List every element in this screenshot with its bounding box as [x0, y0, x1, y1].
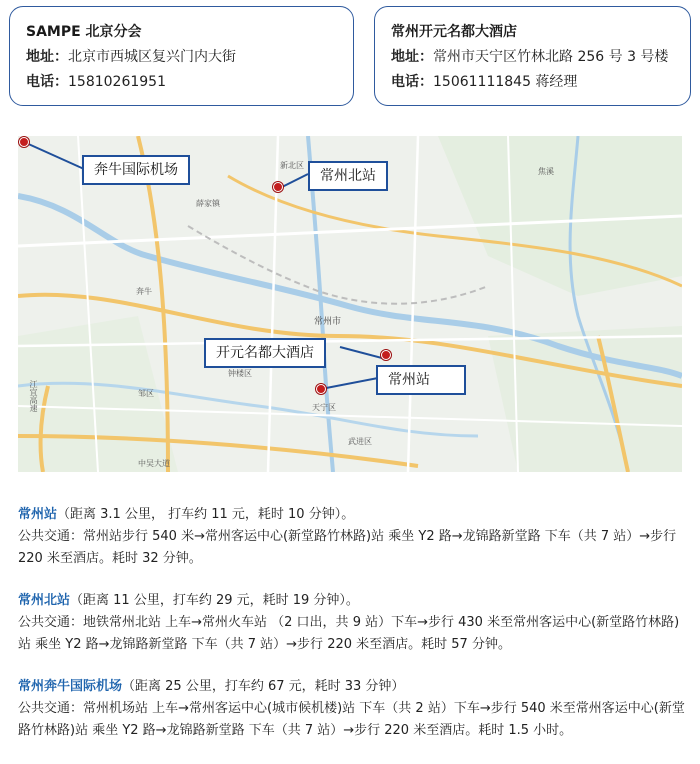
- hotel-pin-icon[interactable]: [381, 350, 391, 360]
- address-value: 常州市天宁区竹林北路 256 号 3 号楼: [433, 49, 669, 65]
- route-transit: 公共交通：地铁常州北站 上车→常州火车站 （2 口出，共 9 站）下车→步行 430 米至常州客运中心(新堂路竹林路)站 乘坐 Y2 路→龙锦路新堂路 下车（共 7 站）→步行 220 米至酒店。耗时 57 分钟。: [18, 615, 680, 652]
- place-yanzheng: 焦溪: [538, 167, 554, 176]
- route-transit: 公共交通：常州机场站 上车→常州客运中心(城市候机楼)站 下车（共 2 站）下车→步行 540 米至常州客运中心(新堂路竹林路)站 乘坐 Y2 路→龙锦路新堂路 下车（共 7 站）→步行 220 米至酒店。耗时 1.5 小时。: [18, 701, 685, 738]
- place-wujin: 武进区: [348, 437, 372, 446]
- address-label: 地址：: [26, 49, 68, 65]
- route-summary: （距离 25 公里，打车约 67 元，耗时 33 分钟）: [122, 679, 405, 694]
- location-map[interactable]: [18, 136, 682, 472]
- road-jiangyi: 江宜高速: [29, 380, 38, 412]
- card-title: 常州开元名都大酒店: [391, 24, 517, 40]
- route-transit: 公共交通：常州站步行 540 米→常州客运中心(新堂路竹林路)站 乘坐 Y2 路→龙锦路新堂路 下车（共 7 站）→步行 220 米至酒店。耗时 32 分钟。: [18, 529, 677, 566]
- label-airport[interactable]: 奔牛国际机场: [82, 155, 190, 185]
- route-summary: （距离 11 公里，打车约 29 元，耗时 19 分钟）。: [70, 593, 359, 608]
- phone-row: [391, 73, 690, 91]
- route-directions: [18, 504, 690, 762]
- route-block: [18, 504, 690, 570]
- phone-row: [26, 73, 353, 91]
- address-label: 地址：: [391, 49, 433, 65]
- north-station-pin-icon[interactable]: [273, 182, 283, 192]
- label-station[interactable]: 常州站: [376, 365, 466, 395]
- contact-card-sampe: [9, 6, 354, 106]
- phone-value[interactable]: 15061111845 蒋经理: [433, 74, 578, 90]
- place-xinbei: 新北区: [280, 161, 304, 170]
- phone-label: 电话：: [391, 74, 433, 90]
- route-name: 常州北站: [18, 593, 71, 608]
- route-name: 常州奔牛国际机场: [18, 679, 123, 694]
- place-benniu: 奔牛: [136, 287, 152, 296]
- label-north-station[interactable]: 常州北站: [308, 161, 388, 191]
- route-name: 常州站: [18, 507, 58, 522]
- contact-card-hotel: [374, 6, 691, 106]
- route-block: [18, 590, 690, 656]
- airport-pin-icon[interactable]: [19, 137, 29, 147]
- address-value: 北京市西城区复兴门内大街: [68, 49, 236, 65]
- label-hotel[interactable]: 开元名都大酒店: [204, 338, 326, 368]
- address-row: [391, 48, 690, 66]
- phone-label: 电话：: [26, 74, 68, 90]
- place-zhonglou: 钟楼区: [228, 369, 252, 378]
- place-changzhou: 常州市: [314, 317, 342, 327]
- route-block: [18, 676, 690, 742]
- address-row: [26, 48, 353, 66]
- place-xuejiazhen: 薛家镇: [196, 199, 220, 208]
- road-zhonghe: 中吴大道: [138, 459, 170, 468]
- place-zouqu: 邹区: [138, 389, 154, 398]
- card-title: SAMPE 北京分会: [26, 24, 142, 40]
- route-summary: （距离 3.1 公里， 打车约 11 元，耗时 10 分钟）。: [57, 507, 355, 522]
- place-tianning: 天宁区: [312, 403, 336, 412]
- station-pin-icon[interactable]: [316, 384, 326, 394]
- phone-value[interactable]: 15810261951: [68, 74, 166, 90]
